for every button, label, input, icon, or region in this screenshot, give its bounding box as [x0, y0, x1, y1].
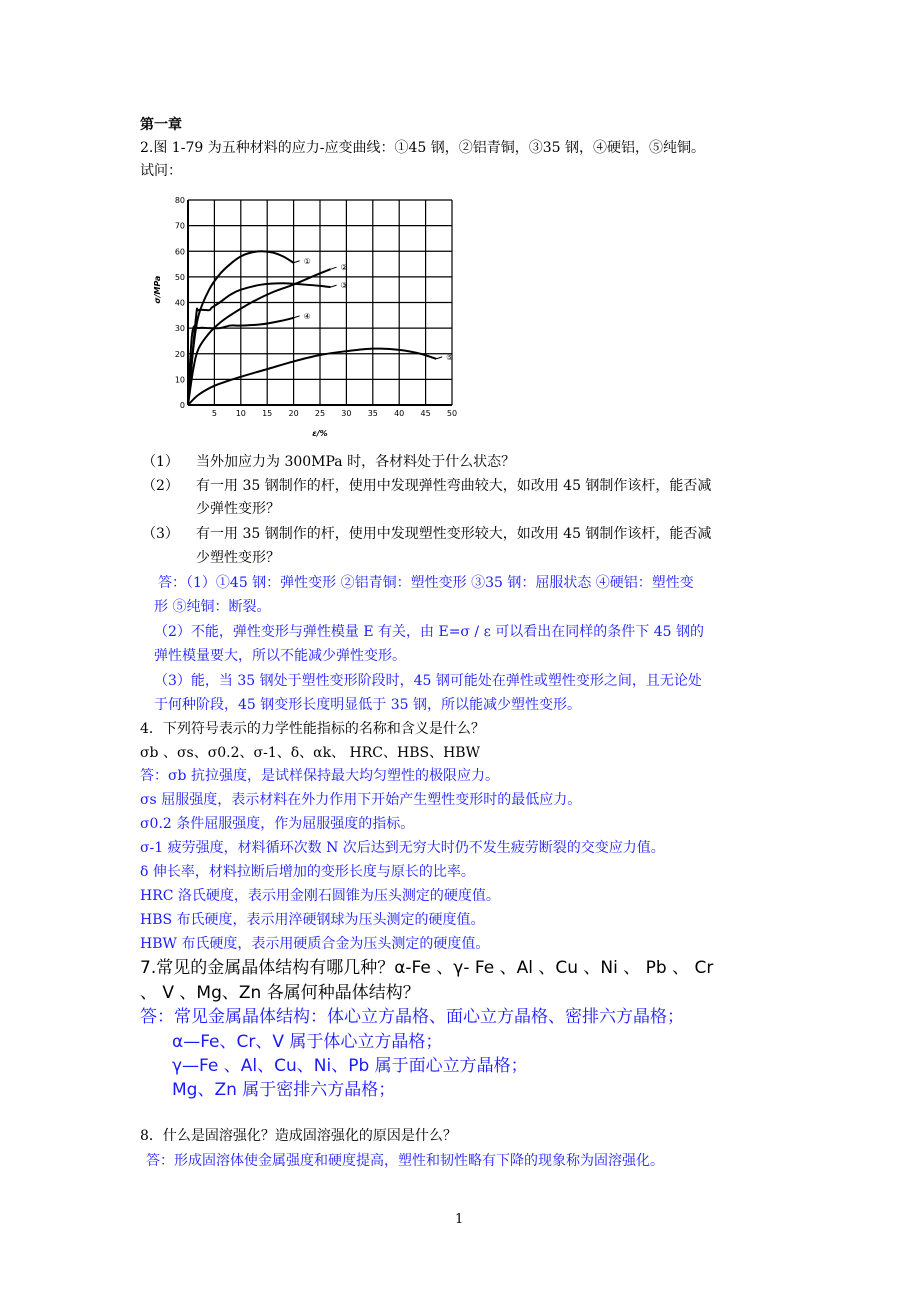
q4-answer-line7: HBS 布氏硬度，表示用淬硬钢球为压头测定的硬度值。 — [140, 912, 485, 928]
question-7-line1: 7.常见的金属晶体结构有哪几种？α-Fe 、γ- Fe 、Al 、Cu 、Ni 、 Pb 、 Cr — [140, 958, 714, 978]
item-2-text-2: 少弹性变形？ — [196, 501, 280, 517]
y-tick-label: 70 — [174, 221, 185, 231]
x-tick-label: 30 — [341, 409, 352, 418]
curve-leader-1 — [294, 261, 300, 263]
y-tick-label: 30 — [174, 324, 185, 334]
curve-leader-2 — [331, 267, 337, 269]
question-4: 4．下列符号表示的力学性能指标的名称和含义是什么？ — [140, 721, 485, 737]
item-2-number: （2） — [142, 478, 179, 494]
x-tick-label: 40 — [394, 409, 405, 418]
y-tick-label: 20 — [174, 349, 185, 359]
q2-answer-line5: （3）能，当 35 钢处于塑性变形阶段时，45 钢可能处在弹性或塑性变形之间，且无论处 — [154, 673, 702, 689]
x-tick-label: 35 — [367, 409, 378, 418]
curve-label-4: ④ — [303, 311, 311, 321]
q7-answer-line3: γ—Fe 、Al、Cu、Ni、Pb 属于面心立方晶格； — [172, 1056, 528, 1076]
question-4-symbols: σb 、σs、σ0.2、σ-1、δ、αk、 HRC、HBS、HBW — [140, 745, 480, 761]
stress-strain-chart — [140, 190, 470, 440]
q7-answer-line1: 答：常见金属晶体结构：体心立方晶格、面心立方晶格、密排六方晶格； — [140, 1007, 684, 1027]
y-tick-label: 40 — [174, 298, 185, 308]
q2-answer-line4: 弹性模量要大，所以不能减少弹性变形。 — [154, 648, 406, 664]
curve-leader-3 — [331, 285, 337, 287]
curve-3 — [188, 283, 331, 405]
q4-answer-line4: σ-1 疲劳强度，材料循环次数 N 次后达到无穷大时仍不发生疲劳断裂的交变应力值。 — [140, 840, 665, 856]
item-1-text: 当外加应力为 300MPa 时，各材料处于什么状态？ — [196, 454, 516, 470]
question-2-line2: 试问： — [140, 163, 182, 179]
y-tick-label: 60 — [174, 247, 185, 257]
curve-label-5: ⑤ — [446, 352, 454, 362]
q7-answer-line2: α—Fe、Cr、V 属于体心立方晶格； — [172, 1032, 443, 1052]
q7-answer-line4: Mg、Zn 属于密排六方晶格； — [172, 1080, 396, 1100]
q4-answer-line2: σs 屈服强度，表示材料在外力作用下开始产生塑性变形时的最低应力。 — [140, 792, 582, 808]
item-2-text-1: 有一用 35 钢制作的杆，使用中发现弹性弯曲较大，如改用 45 钢制作该杆，能否减 — [196, 478, 712, 494]
item-3-text-2: 少塑性变形？ — [196, 550, 280, 566]
x-tick-label: 45 — [420, 409, 431, 418]
question-2-line1: 2.图 1-79 为五种材料的应力-应变曲线：①45 钢，②铝青铜，③35 钢，④硬铝，⑤纯铜。 — [140, 140, 705, 156]
q4-answer-line1: 答：σb 抗拉强度，是试样保持最大均匀塑性的极限应力。 — [140, 768, 499, 784]
x-tick-label: 15 — [262, 409, 273, 418]
q4-answer-line6: HRC 洛氏硬度，表示用金刚石圆锥为压头测定的硬度值。 — [140, 888, 500, 904]
x-tick-label: 25 — [314, 409, 326, 418]
q8-answer: 答：形成固溶体使金属强度和硬度提高，塑性和韧性略有下降的现象称为固溶强化。 — [146, 1153, 664, 1169]
y-tick-label: 0 — [179, 401, 185, 410]
q2-answer-line1: 答：（1）①45 钢：弹性变形 ②铝青铜：塑性变形 ③35 钢：屈服状态 ④硬铝：塑性变 — [158, 575, 694, 591]
item-1-number: （1） — [142, 454, 179, 470]
x-tick-label: 50 — [446, 409, 458, 418]
y-tick-label: 80 — [174, 196, 185, 205]
q4-answer-line5: δ 伸长率，材料拉断后增加的变形长度与原长的比率。 — [140, 864, 475, 880]
q2-answer-line6: 于何种阶段，45 钢变形长度明显低于 35 钢，所以能减少塑性变形。 — [154, 697, 581, 713]
curve-leader-4 — [294, 316, 300, 318]
q4-answer-line3: σ0.2 条件屈服强度，作为屈服强度的指标。 — [140, 816, 415, 832]
x-tick-label: 5 — [211, 409, 217, 418]
x-tick-label: 10 — [235, 409, 246, 418]
page-number: 1 — [455, 1212, 464, 1227]
chart-grid — [188, 200, 452, 405]
question-7-line2: 、 V 、Mg、Zn 各属何种晶体结构？ — [140, 983, 420, 1003]
x-axis-label: ε/% — [312, 429, 328, 438]
y-tick-label: 50 — [174, 272, 185, 282]
question-8: 8．什么是固溶强化？造成固溶强化的原因是什么？ — [140, 1128, 457, 1144]
y-axis-label: σ/MPa — [153, 275, 162, 304]
curve-label-1: ① — [303, 256, 311, 266]
item-3-number: （3） — [142, 526, 179, 542]
q2-answer-line2: 形 ⑤纯铜：断裂。 — [154, 599, 271, 615]
curve-label-3: ③ — [340, 281, 348, 291]
chapter-heading: 第一章 — [140, 117, 182, 133]
x-tick-label: 20 — [288, 409, 299, 418]
curve-label-2: ② — [340, 263, 348, 273]
y-tick-label: 10 — [174, 375, 185, 385]
item-3-text-1: 有一用 35 钢制作的杆，使用中发现塑性变形较大，如改用 45 钢制作该杆，能否减 — [196, 526, 712, 542]
curve-leader-5 — [436, 357, 442, 359]
q4-answer-line8: HBW 布氏硬度，表示用硬质合金为压头测定的硬度值。 — [140, 936, 490, 952]
q2-answer-line3: （2）不能，弹性变形与弹性模量 E 有关，由 E=σ / ε 可以看出在同样的条件下 45 钢的 — [154, 624, 705, 640]
